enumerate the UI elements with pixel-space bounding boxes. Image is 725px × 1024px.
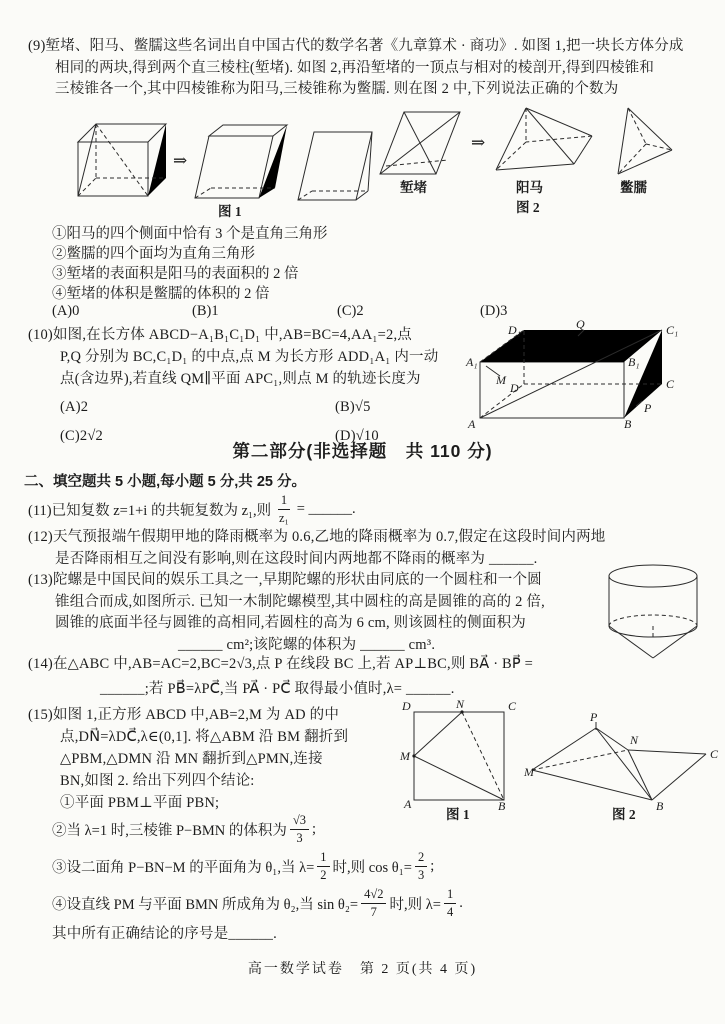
q9-figure-1-caption: 图 1 [218, 204, 242, 219]
q15-figure-1 [398, 698, 526, 820]
q15-s3-fraction-1-den: 2 [320, 867, 327, 882]
q9-option-b: (B)1 [192, 303, 219, 319]
q15-final-line: 其中所有正确结论的序号是______. [52, 926, 277, 942]
arrow-glyph: ⇒ [173, 151, 188, 170]
point-M: M [524, 765, 534, 779]
q10-option-a: (A)2 [60, 399, 89, 415]
q13-line-2: 锥组合而成,如图所示. 已知一木制陀螺模型,其中圆柱的高是圆锥的高的 2 倍, [55, 593, 545, 610]
q15-statement-2 [52, 812, 316, 846]
q10-line-1: (10)如图,在长方体 ABCD−A₁B₁C₁D₁ 中,AB=BC=4,AA₁=2,点 [28, 327, 412, 343]
label-bienao: 鳖臑 [620, 180, 647, 195]
q11-text-post: = ______. [293, 500, 356, 517]
q15-s2-fraction [290, 813, 309, 845]
q10-line-3: 点(含边界),若直线 QM∥平面 APC₁,则点 M 的轨迹长度为 [60, 371, 421, 387]
q15-s3-fraction-1-num: 1 [317, 850, 329, 866]
q14-line-2: ______;若 PB⃗=λPC⃗,当 PA⃗ · PC⃗ 取得最小值时,λ= ______. [100, 681, 455, 697]
q13-line-4: ______ cm²;该陀螺的体积为 ______ cm³. [178, 636, 436, 653]
q15-s3-post: ; [430, 857, 435, 874]
part-2-heading: 第二部分(非选择题 共 110 分) [232, 441, 493, 461]
q15-statement-1: ①平面 PBM⊥平面 PBN; [60, 795, 220, 811]
q10-option-b: (B)√5 [335, 399, 371, 415]
question-10 [28, 324, 490, 447]
fill-in-section-heading: 二、填空题共 5 小题,每小题 5 分,共 25 分。 [24, 474, 306, 490]
square-with-folds [412, 710, 504, 800]
point-P: P [590, 710, 598, 724]
point-M: M [496, 373, 506, 387]
q15-s3-mid: 时,则 cos θ₁= [332, 859, 412, 876]
q15-statement-3 [52, 849, 434, 883]
q15-s4-post: . [459, 894, 463, 911]
q15-s3-fraction-2-num: 2 [415, 850, 427, 866]
q9-statement-2: ②鳖臑的四个面均为直角三角形 [52, 246, 255, 262]
vertex-C: C [666, 377, 675, 391]
q11-fraction-num: 1 [278, 493, 290, 509]
q15-s2-pre: ②当 λ=1 时,三棱锥 P−BMN 的体积为 [52, 822, 287, 839]
q12-line-2: 是否降雨相互之间没有影响,则在这段时间内两地都不降雨的概率为 ______. [55, 550, 538, 567]
q15-figure-2-caption: 图 2 [612, 807, 636, 822]
q15-s4-fraction-1 [361, 887, 386, 919]
q15-statement-4 [52, 886, 463, 920]
q15-figure-2 [524, 712, 720, 820]
q10-figure-cuboid [466, 317, 722, 432]
question-15-text [28, 704, 403, 814]
q10-option-d: (D)√10 [335, 428, 379, 444]
point-P: P [644, 401, 652, 415]
q10-option-c: (C)2√2 [60, 428, 103, 444]
q15-s4-fraction-2-num: 1 [444, 887, 456, 903]
q15-s2-post: ; [312, 820, 317, 837]
q9-statement-4: ④堑堵的体积是鳖臑的体积的 2 倍 [52, 286, 270, 302]
q15-s4-fraction-1-num: 4√2 [361, 887, 386, 903]
vertex-Q: Q [576, 317, 585, 331]
q15-s4-mid: 时,则 λ= [389, 896, 441, 913]
vertex-A: A [468, 417, 476, 431]
q9-figure-2 [378, 100, 688, 220]
label-yangma: 阳马 [516, 180, 543, 195]
q15-s3-fraction-1 [317, 850, 329, 882]
q15-s3-fraction-2-den: 3 [417, 867, 425, 882]
q15-line-2: 点,DN⃗=λDC⃗,λ∈(0,1]. 将△ABM 沿 BM 翻折到 [60, 729, 349, 745]
q10-line-2: P,Q 分别为 BC,C₁D₁ 的中点,点 M 为长方形 ADD₁A₁ 内一动 [60, 349, 439, 365]
q9-statement-1: ①阳马的四个侧面中恰有 3 个是直角三角形 [52, 226, 328, 242]
q9-figure-2-caption: 图 2 [516, 200, 540, 215]
q15-s3-fraction-2 [415, 850, 427, 882]
question-9-statements [52, 224, 612, 304]
q9-line-2: 相同的两块,得到两个直三棱柱(堑堵). 如图 2,再沿堑堵的一顶点与相对的棱剖开,得到四棱锥和 [55, 59, 655, 76]
vertex-D: D [510, 381, 519, 395]
q11-text-pre: (11)已知复数 z=1+i 的共轭复数为 z₁,则 [28, 502, 275, 519]
cuboid-with-cut [78, 124, 166, 196]
point-N: N [456, 697, 465, 711]
vertex-B1: B₁ [628, 355, 640, 369]
folded-solid [532, 722, 706, 800]
vertex-B: B [498, 799, 506, 813]
q15-s3-pre: ③设二面角 P−BN−M 的平面角为 θ₁,当 λ= [52, 859, 315, 876]
vertex-C1: C₁ [666, 323, 679, 337]
prism-2 [298, 132, 372, 200]
question-11 [28, 492, 356, 526]
arrow-glyph: ⇒ [471, 133, 486, 152]
yangma-pyramid [496, 108, 592, 170]
vertex-D: D [402, 699, 411, 713]
q15-s4-fraction-2 [444, 887, 456, 919]
vertex-A: A [404, 797, 412, 811]
prism-1 [195, 125, 287, 198]
vertex-A1: A₁ [466, 355, 478, 369]
cuboid-edges [480, 330, 662, 418]
q15-s4-fraction-2-den: 4 [446, 904, 454, 919]
q15-s4-pre: ④设直线 PM 与平面 BMN 所成角为 θ₂,当 sin θ₂= [52, 896, 359, 913]
vertex-B: B [656, 799, 664, 813]
vertex-B: B [624, 417, 632, 431]
vertex-C: C [508, 699, 517, 713]
q13-figure-top [596, 560, 718, 664]
q9-line-3: 三棱锥各一个,其中四棱锥称为阳马,三棱锥称为鳖臑. 则在图 2 中,下列说法正确的个数为 [55, 81, 619, 97]
q11-fraction-den: z₁ [278, 510, 289, 525]
q13-line-3: 圆锥的底面半径与圆锥的高相同,若圆柱的高为 6 cm, 则该圆柱的侧面积为 [55, 615, 526, 631]
q15-line-4: BN,如图 2. 给出下列四个结论: [60, 773, 255, 789]
q9-option-c: (C)2 [337, 303, 364, 319]
vertex-C: C [710, 747, 719, 761]
question-13 [28, 570, 596, 656]
cylinder-cone-shape [609, 565, 697, 658]
vertex-D1: D₁ [508, 323, 521, 337]
page-footer: 高一数学试卷 第 2 页(共 4 页) [247, 962, 478, 977]
q15-s2-fraction-num: √3 [290, 813, 309, 829]
bienao-tetrahedron [618, 108, 672, 174]
q9-line-1: (9)堑堵、阳马、鳖臑这些名词出自中国古代的数学名著《九章算术 · 商功》. 如图 1,把一块长方体分成 [28, 38, 684, 54]
point-N: N [630, 733, 639, 747]
q9-figure-1 [70, 104, 380, 222]
q15-figure-1-caption: 图 1 [446, 807, 470, 822]
q13-line-1: (13)陀螺是中国民间的娱乐工具之一,早期陀螺的形状由同底的一个圆柱和一个圆 [28, 572, 542, 588]
q15-s2-fraction-den: 3 [296, 830, 303, 845]
question-14 [28, 652, 708, 702]
label-qiandu: 堑堵 [400, 180, 427, 195]
q15-s4-fraction-1-den: 7 [370, 904, 377, 919]
qiandu-prism [380, 112, 460, 174]
q12-line-1: (12)天气预报端午假期甲地的降雨概率为 0.6,乙地的降雨概率为 0.7,假定在这段时间内两地 [28, 529, 606, 545]
q9-option-d: (D)3 [480, 303, 508, 319]
point-M: M [400, 749, 410, 763]
q15-line-1: (15)如图 1,正方形 ABCD 中,AB=2,M 为 AD 的中 [28, 707, 340, 723]
q11-fraction [278, 493, 290, 525]
question-9-text [28, 36, 698, 101]
q9-option-a: (A)0 [52, 303, 80, 319]
q9-statement-3: ③堑堵的表面积是阳马的表面积的 2 倍 [52, 266, 299, 282]
q14-line-1: (14)在△ABC 中,AB=AC=2,BC=2√3,点 P 在线段 BC 上,若 AP⊥BC,则 BA⃗ · BP⃗ = [28, 656, 534, 672]
q15-line-3: △PBM,△DMN 沿 MN 翻折到△PMN,连接 [60, 751, 323, 767]
